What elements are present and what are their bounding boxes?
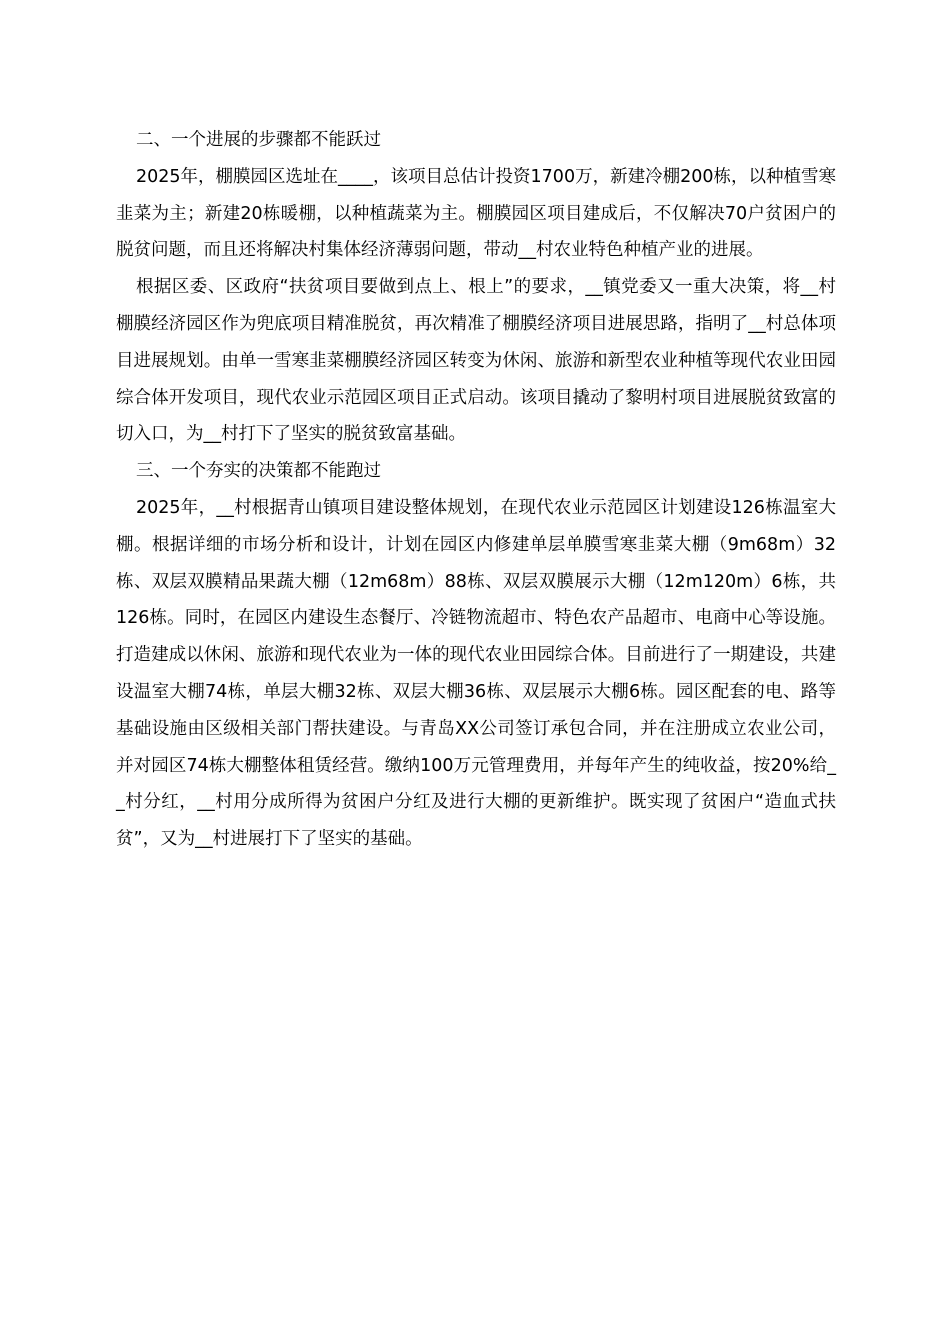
section-heading-2: 二、一个进展的步骤都不能跃过	[136, 130, 381, 150]
paragraph-1: 2025年，棚膜园区选址在____，该项目总估计投资1700万，新建冷棚200栋，以种植雪寒韭菜为主；新建20栋暖棚，以种植蔬菜为主。棚膜园区项目建成后，不仅解决70户贫困户的脱贫问题，而且还将解决村集体经济薄弱问题，带动__村农业特色种植产业的进展。	[116, 166, 836, 261]
document-body	[116, 122, 836, 858]
paragraph-3: 2025年，__村根据青山镇项目建设整体规划，在现代农业示范园区计划建设126栋温室大棚。根据详细的市场分析和设计，计划在园区内修建单层单膜雪寒韭菜大棚（9m68m）32栋、双层双膜精品果蔬大棚（12m68m）88栋、双层双膜展示大棚（12m120m）6栋，共126栋。同时，在园区内建设生态餐厅、冷链物流超市、特色农产品超市、电商中心等设施。打造建成以休闲、旅游和现代农业为一体的现代农业田园综合体。目前进行了一期建设，共建设温室大棚74栋，单层大棚32栋、双层大棚36栋、双层展示大棚6栋。园区配套的电、路等基础设施由区级相关部门帮扶建设。与青岛XX公司签订承包合同，并在注册成立农业公司，并对园区74栋大棚整体租赁经营。缴纳100万元管理费用，并每年产生的纯收益，按20%给__村分红，__村用分成所得为贫困户分红及进行大棚的更新维护。既实现了贫困户“造血式扶贫”，又为__村进展打下了坚实的基础。	[116, 497, 836, 850]
paragraph-2: 根据区委、区政府“扶贫项目要做到点上、根上”的要求，__镇党委又一重大决策，将__村棚膜经济园区作为兜底项目精准脱贫，再次精准了棚膜经济项目进展思路，指明了__村总体项目进展规划。由单一雪寒韭菜棚膜经济园区转变为休闲、旅游和新型农业种植等现代农业田园综合体开发项目，现代农业示范园区项目正式启动。该项目撬动了黎明村项目进展脱贫致富的切入口，为__村打下了坚实的脱贫致富基础。	[116, 277, 836, 445]
section-heading-3: 三、一个夯实的决策都不能跑过	[136, 461, 381, 482]
